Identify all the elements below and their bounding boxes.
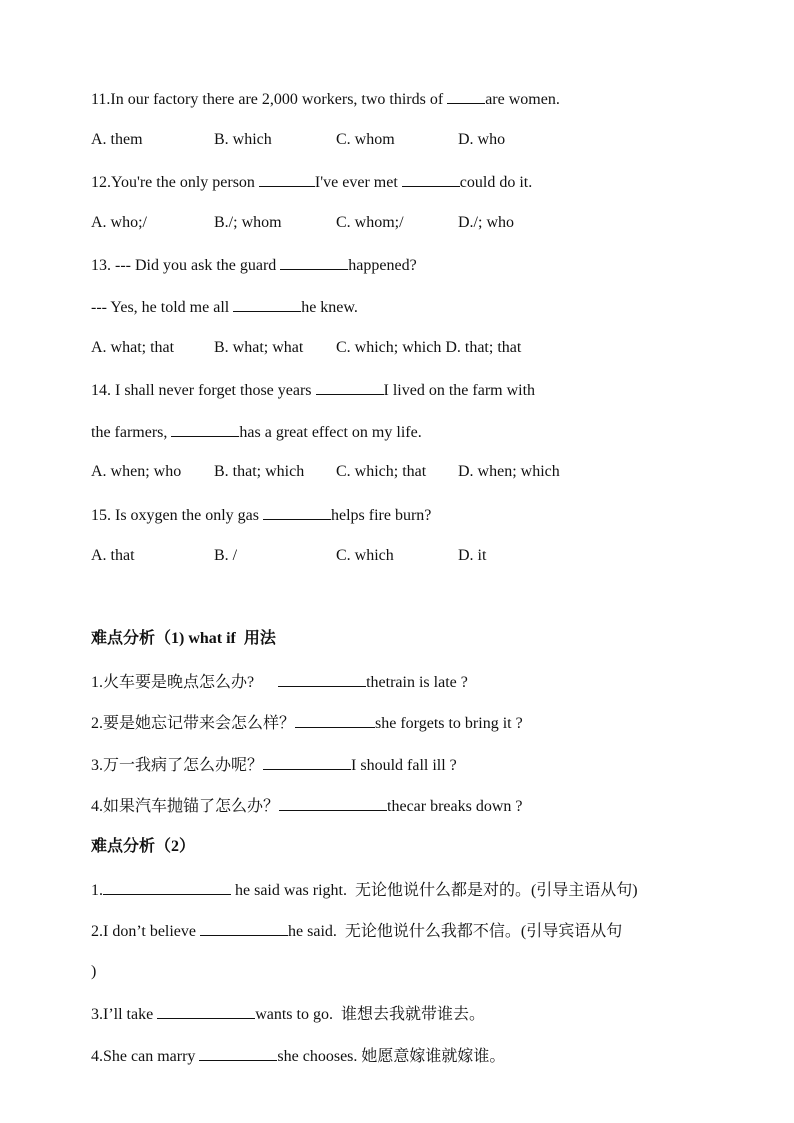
translation-item (91, 1045, 505, 1067)
item-prompt: 2.要是她忘记带来会怎么样？ (91, 715, 296, 732)
option-a: A. what; that (91, 339, 175, 356)
option-a: A. that (91, 547, 135, 564)
answer-blank[interactable] (259, 171, 315, 187)
option-b: B./; whom (214, 214, 282, 231)
option-c: C. which; that (336, 463, 427, 480)
answer-blank[interactable] (278, 671, 366, 687)
wrapped-paren: ) (91, 963, 97, 980)
item-text: thecar breaks down ? (387, 798, 523, 815)
item-prompt: 1. (91, 882, 103, 899)
question-12 (91, 171, 532, 193)
q14-stem-end: I lived on the farm with (383, 382, 536, 399)
answer-blank[interactable] (279, 795, 387, 811)
answer-blank[interactable] (157, 1003, 255, 1019)
option-b: B. what; what (214, 339, 304, 356)
answer-blank[interactable] (263, 754, 351, 770)
answer-blank[interactable] (447, 88, 485, 104)
q12-stem-start: 12.You're the only person (91, 174, 259, 191)
section-heading: 难点分析（1) what if 用法 (91, 630, 276, 647)
option-a: A. them (91, 131, 143, 148)
option-d: D. who (458, 131, 506, 148)
option-d: D./; who (458, 214, 514, 231)
item-prompt: 3.万一我病了怎么办呢？ (91, 757, 264, 774)
q15-stem-start: 15. Is oxygen the only gas (91, 507, 263, 524)
answer-blank[interactable] (280, 254, 348, 270)
question-11 (91, 88, 560, 110)
q12-stem-mid: I've ever met (314, 174, 402, 191)
question-13 (91, 254, 417, 276)
q13-reply-end: he knew. (301, 299, 358, 316)
item-text: thetrain is late ? (366, 674, 468, 691)
option-b: B. which (214, 131, 272, 148)
translation-item (91, 1003, 485, 1025)
answer-blank[interactable] (316, 379, 384, 395)
answer-blank[interactable] (103, 879, 231, 895)
q14-stem-start: 14. I shall never forget those years (91, 382, 316, 399)
q11-stem-end: are women. (485, 91, 560, 108)
translation-item (91, 712, 523, 734)
q13-stem-start: 13. --- Did you ask the guard (91, 257, 281, 274)
translation-item (91, 671, 468, 693)
question-14 (91, 379, 535, 401)
option-c: C. whom (336, 131, 395, 148)
translation-item (91, 879, 638, 901)
option-a: A. when; who (91, 463, 182, 480)
answer-blank[interactable] (295, 712, 375, 728)
option-c: C. which (336, 547, 394, 564)
q13-reply-start: --- Yes, he told me all (91, 299, 234, 316)
q15-stem-end: helps fire burn? (330, 507, 432, 524)
translation-item (91, 920, 622, 942)
translation-item (91, 795, 523, 817)
item-text: she forgets to bring it ? (375, 715, 523, 732)
q14-line2-end: has a great effect on my life. (239, 424, 422, 441)
item-text: he said. 无论他说什么我都不信。(引导宾语从句 (288, 923, 623, 940)
question-13-reply (91, 296, 358, 318)
item-prompt: 3.I’ll take (91, 1006, 158, 1023)
question-15 (91, 504, 431, 526)
answer-blank[interactable] (171, 421, 239, 437)
option-d: D. it (458, 547, 487, 564)
answer-blank[interactable] (200, 920, 288, 936)
option-a: A. who;/ (91, 214, 147, 231)
q13-stem-end: happened? (348, 257, 417, 274)
option-b: B. that; which (214, 463, 305, 480)
item-prompt: 4.She can marry (91, 1048, 200, 1065)
item-prompt: 1.火车要是晚点怎么办? (91, 674, 279, 691)
item-text: he said was right. 无论他说什么都是对的。(引导主语从句) (231, 882, 638, 899)
answer-blank[interactable] (263, 504, 331, 520)
answer-blank[interactable] (199, 1045, 277, 1061)
answer-blank[interactable] (233, 296, 301, 312)
item-text: she chooses. 她愿意嫁谁就嫁谁。 (277, 1048, 506, 1065)
section-heading: 难点分析（2） (91, 838, 196, 855)
question-14-continued (91, 421, 422, 443)
item-text: I should fall ill ? (351, 757, 457, 774)
answer-blank[interactable] (402, 171, 460, 187)
q11-stem-start: 11.In our factory there are 2,000 workers, two thirds of (91, 91, 448, 108)
translation-item (91, 754, 457, 776)
q12-stem-end: could do it. (459, 174, 533, 191)
q14-line2-start: the farmers, (91, 424, 172, 441)
item-prompt: 2.I don’t believe (91, 923, 201, 940)
option-c-d: C. which; which D. that; that (336, 339, 522, 356)
item-prompt: 4.如果汽车抛锚了怎么办？ (91, 798, 280, 815)
option-d: D. when; which (458, 463, 560, 480)
item-text: wants to go. 谁想去我就带谁去。 (255, 1006, 485, 1023)
option-b: B. / (214, 547, 238, 564)
option-c: C. whom;/ (336, 214, 404, 231)
